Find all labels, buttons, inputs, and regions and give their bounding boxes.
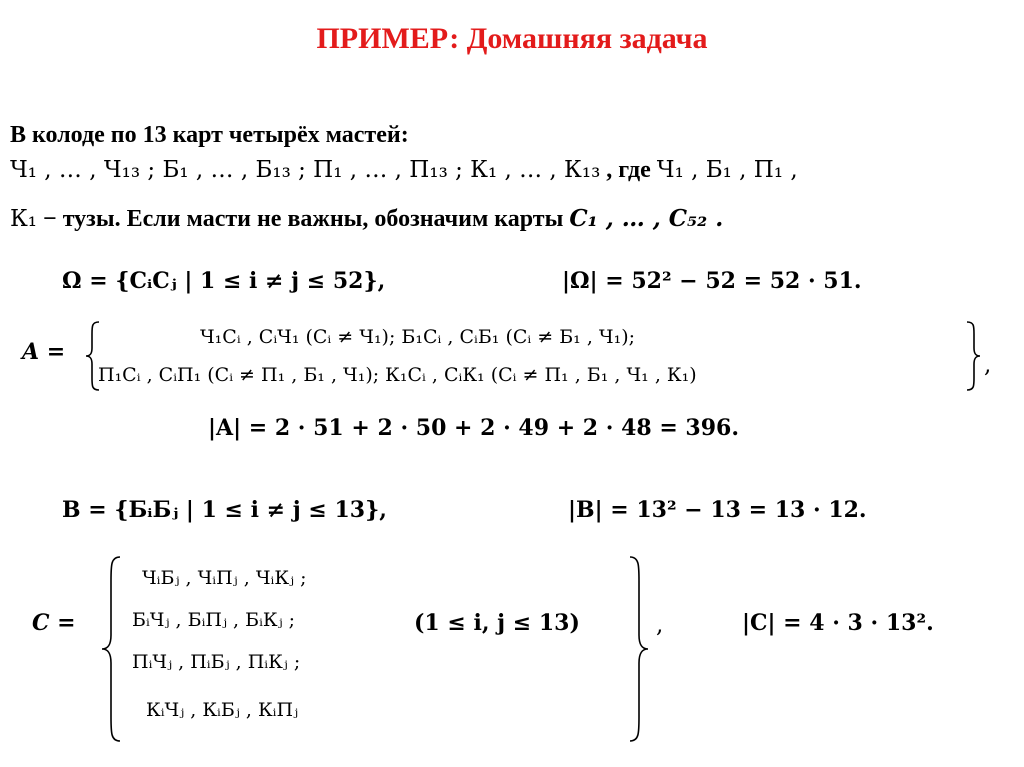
intro-line-3 (10, 205, 723, 233)
set-a-cardinality: |A| = 2 · 51 + 2 · 50 + 2 · 49 + 2 · 48 = 396. (208, 415, 740, 441)
omega-cardinality: |Ω| = 52² − 52 = 52 · 51. (562, 268, 862, 294)
set-a-right-brace (966, 320, 982, 392)
card-notation: C₁ , … , C₅₂ . (569, 205, 724, 232)
page-title: ПРИМЕР: Домашняя задача (316, 22, 708, 55)
ace-list: Ч₁ , Б₁ , П₁ , (656, 157, 798, 183)
where-word: , где (600, 157, 657, 183)
set-c-left-brace (100, 555, 122, 743)
set-c-condition: (1 ≤ i, j ≤ 13) (414, 610, 580, 636)
set-a-row-2: П₁Cᵢ , CᵢП₁ (Cᵢ ≠ П₁ , Б₁ , Ч₁); К₁Cᵢ , CᵢК₁ (Cᵢ ≠ П₁ , Б₁ , Ч₁ , К₁) (98, 364, 697, 386)
aces-note: − тузы. Если масти не важны, обозначим карты (37, 206, 570, 232)
set-a-trailing-comma: , (984, 352, 992, 378)
set-c-right-brace (628, 555, 650, 743)
set-b-definition: B = {БᵢБⱼ | 1 ≤ i ≠ j ≤ 13}, (62, 497, 387, 523)
set-c-row-3: ПᵢЧⱼ , ПᵢБⱼ , ПᵢКⱼ ; (132, 651, 301, 673)
ace-k1: К₁ (10, 206, 38, 232)
set-c-trailing-comma: , (656, 612, 664, 638)
intro-line-2 (10, 157, 798, 184)
set-c-row-4: КᵢЧⱼ , КᵢБⱼ , КᵢПⱼ (146, 699, 299, 721)
set-c-row-1: ЧᵢБⱼ , ЧᵢПⱼ , ЧᵢКⱼ ; (142, 567, 307, 589)
intro-line-1: В колоде по 13 карт четырёх мастей: (10, 122, 409, 148)
set-a-row-1: Ч₁Cᵢ , CᵢЧ₁ (Cᵢ ≠ Ч₁); Б₁Cᵢ , CᵢБ₁ (Cᵢ ≠ Б₁ , Ч₁); (200, 326, 636, 348)
omega-definition: Ω = {CᵢCⱼ | 1 ≤ i ≠ j ≤ 52}, (62, 268, 386, 294)
set-c-row-2: БᵢЧⱼ , БᵢПⱼ , БᵢКⱼ ; (132, 609, 296, 631)
set-c-lhs: C = (32, 610, 76, 636)
set-c-cardinality: |C| = 4 · 3 · 13². (742, 610, 934, 636)
suit-list: Ч₁ , … , Ч₁₃ ; Б₁ , … , Б₁₃ ; П₁ , … , П₁₃ ; К₁ , … , К₁₃ (10, 157, 601, 183)
set-a-lhs: A = (22, 339, 66, 365)
set-b-cardinality: |B| = 13² − 13 = 13 · 12. (568, 497, 867, 523)
